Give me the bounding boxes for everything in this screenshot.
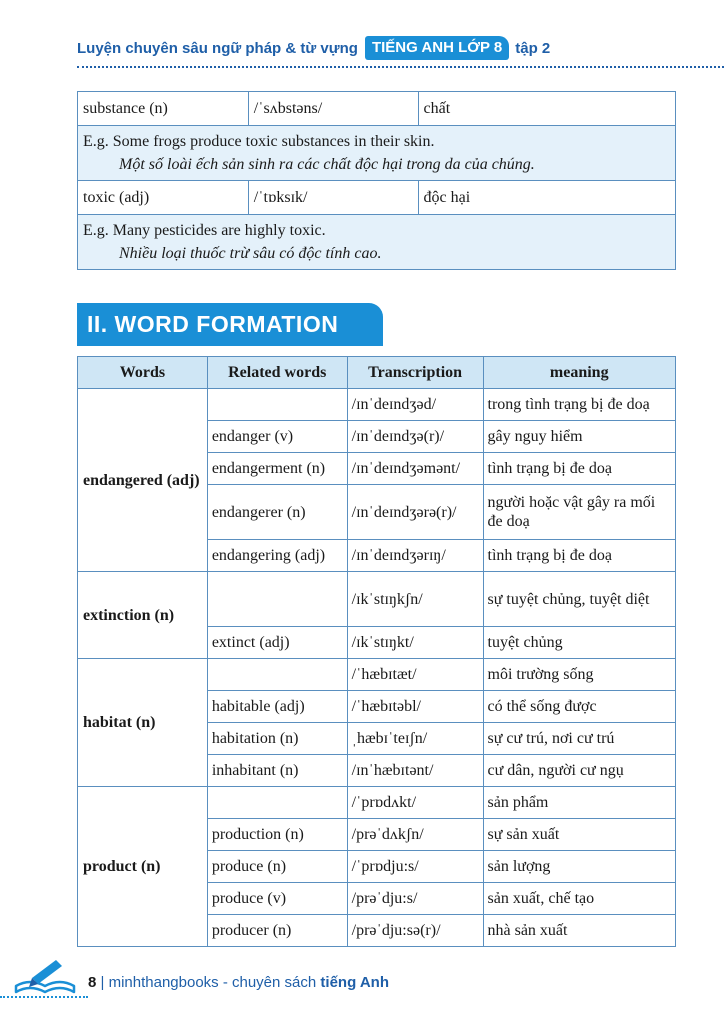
base-word: product (n) — [78, 787, 208, 947]
vocab-meaning: chất — [418, 92, 675, 126]
header-badge: TIẾNG ANH LỚP 8 — [365, 36, 509, 60]
transcription: /ɪnˈdeɪndʒə(r)/ — [347, 421, 483, 453]
meaning: trong tình trạng bị đe doạ — [483, 389, 676, 421]
related-word: produce (n) — [207, 851, 347, 883]
table-row — [78, 787, 676, 819]
base-word: extinction (n) — [78, 572, 208, 659]
table-header-row — [78, 357, 676, 389]
page-number: 8 — [88, 974, 97, 991]
header-prefix: Luyện chuyên sâu ngữ pháp & từ vựng — [77, 39, 358, 57]
related-word: extinct (adj) — [207, 627, 347, 659]
footer-text — [88, 974, 389, 991]
transcription: /ˈprɒdju:s/ — [347, 851, 483, 883]
example-english: E.g. Many pesticides are highly toxic. — [83, 222, 326, 239]
vocab-example — [78, 126, 676, 181]
vocab-ipa: /ˈtɒksɪk/ — [248, 181, 418, 215]
meaning: gây nguy hiểm — [483, 421, 676, 453]
transcription: /ˈhæbɪtæt/ — [347, 659, 483, 691]
meaning: sự tuyệt chủng, tuyệt diệt — [483, 572, 676, 627]
transcription: /ɪnˈdeɪndʒərə(r)/ — [347, 485, 483, 540]
vocab-word-row — [78, 181, 676, 215]
transcription: /ˈprɒdʌkt/ — [347, 787, 483, 819]
related-word: habitation (n) — [207, 723, 347, 755]
transcription: /ɪnˈdeɪndʒərɪŋ/ — [347, 540, 483, 572]
footer-divider — [0, 996, 88, 998]
related-word: endangerment (n) — [207, 453, 347, 485]
meaning: môi trường sống — [483, 659, 676, 691]
column-header-related: Related words — [207, 357, 347, 389]
vocab-example-row — [78, 215, 676, 270]
header-divider — [77, 66, 724, 68]
meaning: nhà sản xuất — [483, 915, 676, 947]
footer-brand-bold: tiếng Anh — [320, 974, 390, 991]
example-vietnamese: Một số loài ếch sản sinh ra các chất độc hại trong da của chúng. — [119, 156, 535, 173]
related-word: endangering (adj) — [207, 540, 347, 572]
column-header-meaning: meaning — [483, 357, 676, 389]
transcription: /ɪkˈstɪŋkt/ — [347, 627, 483, 659]
transcription: /prəˈdju:sə(r)/ — [347, 915, 483, 947]
meaning: tình trạng bị đe doạ — [483, 453, 676, 485]
meaning: sản phẩm — [483, 787, 676, 819]
column-header-transcription: Transcription — [347, 357, 483, 389]
related-word: endanger (v) — [207, 421, 347, 453]
meaning: có thể sống được — [483, 691, 676, 723]
base-word: endangered (adj) — [78, 389, 208, 572]
transcription: /ɪnˈdeɪndʒəd/ — [347, 389, 483, 421]
transcription: /prəˈdʌkʃn/ — [347, 819, 483, 851]
footer-brand: minhthangbooks - chuyên sách — [108, 974, 317, 991]
meaning: tuyệt chủng — [483, 627, 676, 659]
related-word — [207, 659, 347, 691]
transcription: /prəˈdju:s/ — [347, 883, 483, 915]
column-header-words: Words — [78, 357, 208, 389]
header-suffix: tập 2 — [515, 39, 551, 57]
transcription: /ɪkˈstɪŋkʃn/ — [347, 572, 483, 627]
meaning: người hoặc vật gây ra mối đe doạ — [483, 485, 676, 540]
meaning: sản lượng — [483, 851, 676, 883]
related-word: endangerer (n) — [207, 485, 347, 540]
meaning: cư dân, người cư ngụ — [483, 755, 676, 787]
vocab-meaning: độc hại — [418, 181, 675, 215]
related-word — [207, 572, 347, 627]
vocab-ipa: /ˈsʌbstəns/ — [248, 92, 418, 126]
base-word: habitat (n) — [78, 659, 208, 787]
example-english: E.g. Some frogs produce toxic substances in their skin. — [83, 133, 435, 150]
vocab-example — [78, 215, 676, 270]
vocab-word: substance (n) — [78, 92, 249, 126]
meaning: sự sản xuất — [483, 819, 676, 851]
meaning: sự cư trú, nơi cư trú — [483, 723, 676, 755]
vocabulary-table — [77, 91, 676, 270]
related-word: habitable (adj) — [207, 691, 347, 723]
related-word: produce (v) — [207, 883, 347, 915]
table-row — [78, 572, 676, 627]
table-row — [78, 389, 676, 421]
vocab-word-row — [78, 92, 676, 126]
related-word: producer (n) — [207, 915, 347, 947]
transcription: /ɪnˈhæbɪtənt/ — [347, 755, 483, 787]
vocab-example-row — [78, 126, 676, 181]
transcription: ˌhæbɪˈteɪʃn/ — [347, 723, 483, 755]
table-row — [78, 659, 676, 691]
related-word: production (n) — [207, 819, 347, 851]
section-title: II. WORD FORMATION — [77, 303, 383, 346]
page-header — [0, 0, 724, 72]
related-word — [207, 389, 347, 421]
vocab-word: toxic (adj) — [78, 181, 249, 215]
transcription: /ˈhæbɪtəbl/ — [347, 691, 483, 723]
footer-separator: | — [100, 974, 105, 991]
book-pen-icon — [12, 956, 78, 1001]
meaning: sản xuất, chế tạo — [483, 883, 676, 915]
transcription: /ɪnˈdeɪndʒəmənt/ — [347, 453, 483, 485]
related-word — [207, 787, 347, 819]
word-formation-table — [77, 356, 676, 947]
related-word: inhabitant (n) — [207, 755, 347, 787]
example-vietnamese: Nhiều loại thuốc trừ sâu có độc tính cao. — [119, 245, 382, 262]
meaning: tình trạng bị đe doạ — [483, 540, 676, 572]
header-title — [77, 36, 550, 60]
